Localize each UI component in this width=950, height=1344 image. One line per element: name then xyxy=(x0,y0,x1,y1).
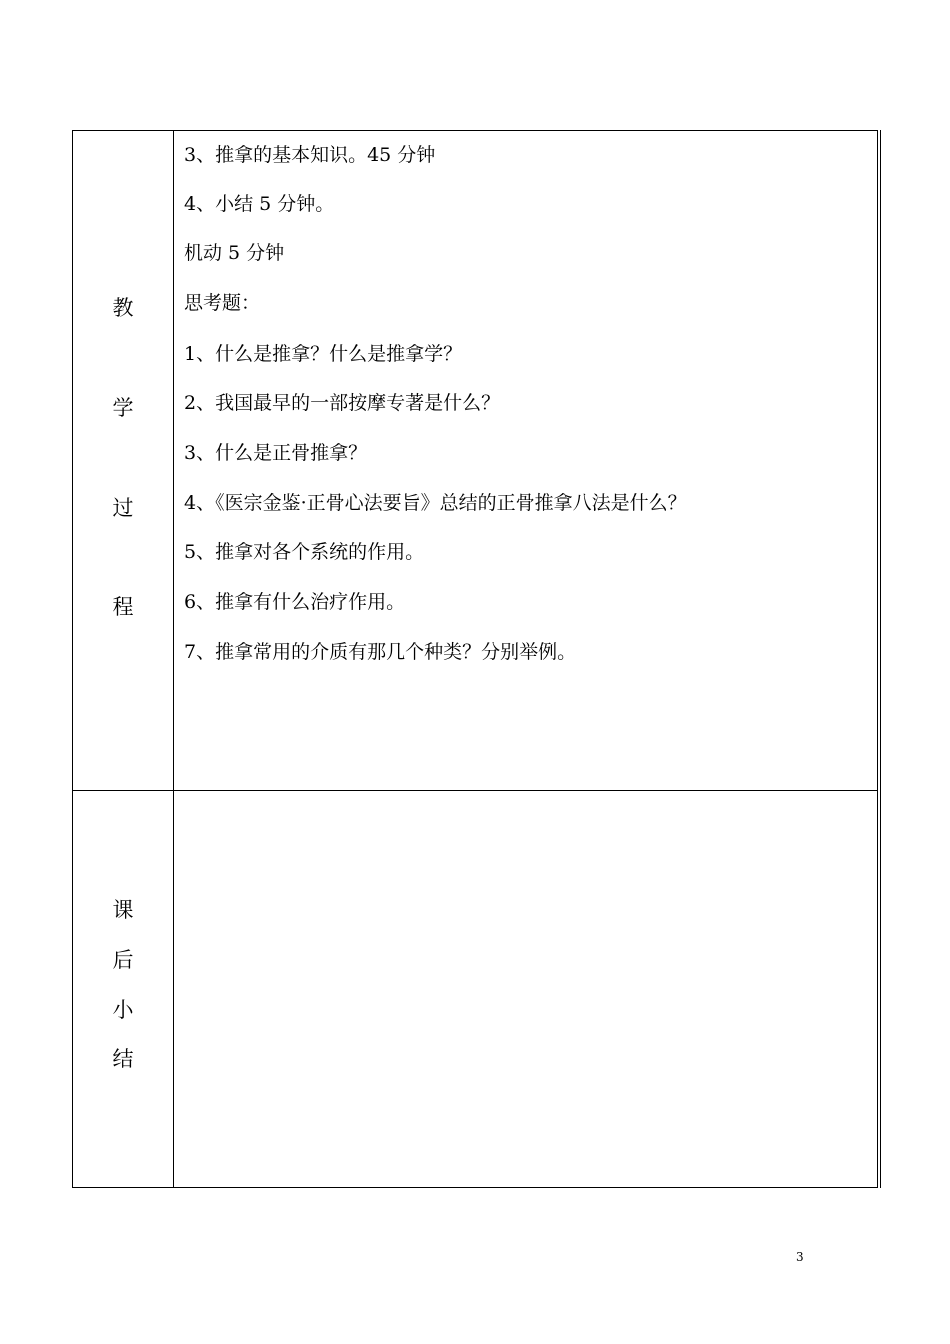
process-content-cell xyxy=(174,131,877,791)
process-line: 2、我国最早的一部按摩专著是什么？ xyxy=(184,392,501,414)
lesson-table xyxy=(72,130,878,1188)
process-label-char: 教 xyxy=(112,296,134,320)
process-label-cell xyxy=(73,131,174,791)
summary-label-char: 结 xyxy=(112,1047,134,1071)
process-line: 思考题： xyxy=(184,292,261,314)
process-line: 3、推拿的基本知识。45 分钟 xyxy=(184,144,436,166)
process-label-char: 程 xyxy=(112,595,134,619)
process-line: 5、推拿对各个系统的作用。 xyxy=(184,541,425,563)
summary-label-cell xyxy=(73,791,174,1187)
process-line: 1、什么是推拿？什么是推拿学？ xyxy=(184,343,463,365)
summary-label-char: 课 xyxy=(112,898,134,922)
process-line: 6、推拿有什么治疗作用。 xyxy=(184,591,406,613)
process-line: 3、什么是正骨推拿？ xyxy=(184,442,368,464)
summary-label-char: 小 xyxy=(112,998,134,1022)
summary-label-char: 后 xyxy=(112,948,134,972)
process-line: 4、《医宗金鉴·正骨心法要旨》总结的正骨推拿八法是什么？ xyxy=(184,492,687,514)
process-line: 7、推拿常用的介质有那几个种类？分别举例。 xyxy=(184,641,577,663)
process-line: 机动 5 分钟 xyxy=(184,242,285,264)
summary-content-cell xyxy=(174,791,877,1187)
process-label-char: 学 xyxy=(112,396,134,420)
process-label-char: 过 xyxy=(112,496,134,520)
page-number: 3 xyxy=(796,1250,804,1264)
process-line: 4、小结 5 分钟。 xyxy=(184,193,335,215)
